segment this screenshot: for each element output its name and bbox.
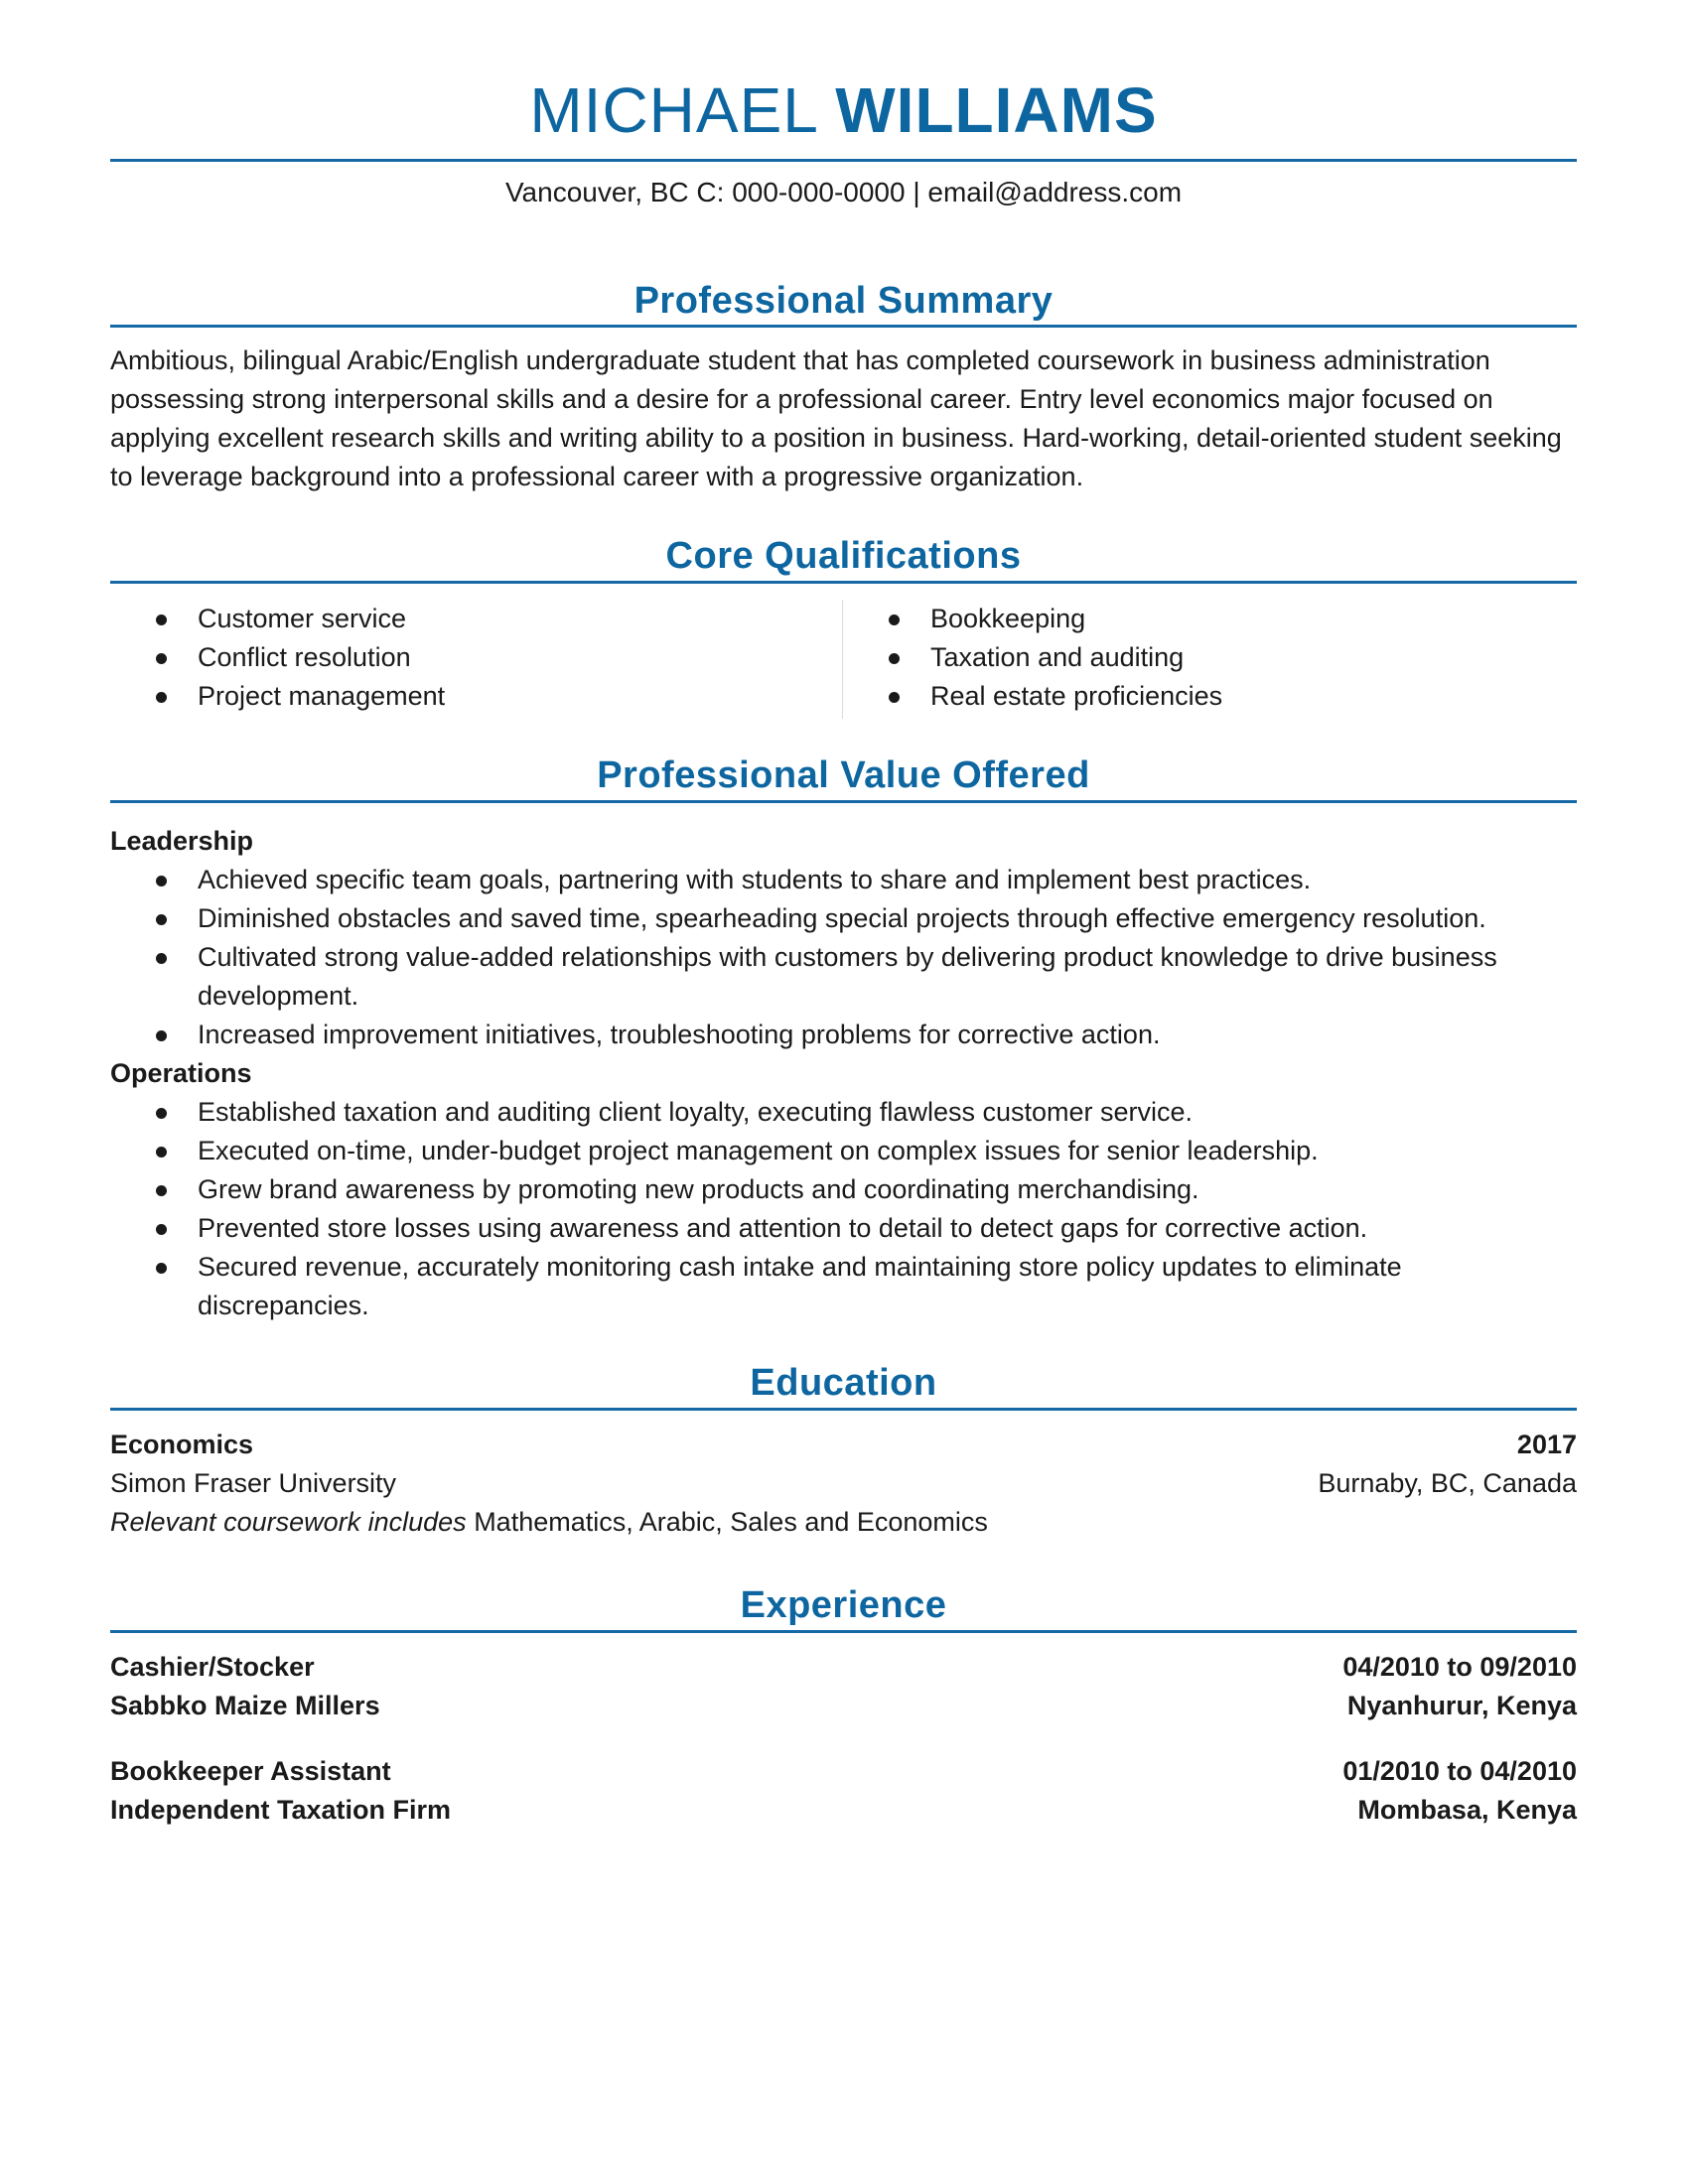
bullet-icon bbox=[156, 876, 167, 887]
value-group-heading-operations: Operations bbox=[110, 1058, 252, 1088]
value-offered-divider bbox=[110, 800, 1577, 803]
education-year: 2017 bbox=[1516, 1430, 1577, 1459]
education-coursework bbox=[110, 1503, 988, 1542]
job-row-company bbox=[110, 1687, 1577, 1725]
bullet-icon bbox=[156, 1263, 167, 1274]
bullet-icon bbox=[156, 1147, 167, 1158]
coursework-label: Relevant coursework includes bbox=[110, 1507, 467, 1537]
list-item: Grew brand awareness by promoting new products and coordinating merchandising. bbox=[110, 1170, 1577, 1209]
list-item: Established taxation and auditing client loyalty, executing flawless customer service. bbox=[110, 1093, 1577, 1132]
value-offered-content bbox=[110, 822, 1577, 1325]
job-dates: 01/2010 to 04/2010 bbox=[1342, 1756, 1577, 1786]
bullet-icon bbox=[156, 614, 167, 625]
job-location: Nyanhurur, Kenya bbox=[1346, 1691, 1577, 1720]
bullet-icon bbox=[889, 692, 900, 703]
list-item: Achieved specific team goals, partnering with students to share and implement best practices. bbox=[110, 861, 1577, 899]
job-company: Sabbko Maize Millers bbox=[110, 1691, 380, 1720]
list-item: Real estate proficiencies bbox=[843, 677, 1576, 716]
summary-text: Ambitious, bilingual Arabic/English undergraduate student that has completed coursework in business administration possessing strong interpersonal skills and a desire for a professional career. Entry level economics major focused on applying excellent research skills and writing ability to a position in business. Hard-working, detail-oriented student seeking to leverage background into a professional career with a progressive organization. bbox=[110, 345, 1562, 491]
list-item: Customer service bbox=[110, 600, 843, 638]
job-company: Independent Taxation Firm bbox=[110, 1795, 452, 1825]
education-row-coursework bbox=[110, 1503, 1577, 1542]
summary-title: Professional Summary bbox=[633, 280, 1054, 322]
job-role: Cashier/Stocker bbox=[110, 1652, 315, 1682]
job-row-company bbox=[110, 1791, 1577, 1830]
education-row-degree bbox=[110, 1426, 1577, 1464]
education-degree: Economics bbox=[110, 1430, 254, 1459]
summary-divider bbox=[110, 325, 1577, 328]
bullet-icon bbox=[889, 614, 900, 625]
header-divider bbox=[110, 159, 1577, 162]
bullet-icon bbox=[156, 653, 167, 664]
list-item: Increased improvement initiatives, troubleshooting problems for corrective action. bbox=[110, 1016, 1577, 1054]
bullet-icon bbox=[156, 1224, 167, 1235]
coursework-list: Mathematics, Arabic, Sales and Economics bbox=[466, 1507, 988, 1537]
leadership-list bbox=[110, 861, 1577, 1054]
job-location: Mombasa, Kenya bbox=[1357, 1795, 1577, 1825]
bullet-icon bbox=[889, 653, 900, 664]
value-group-heading-leadership: Leadership bbox=[110, 826, 254, 856]
bullet-icon bbox=[156, 692, 167, 703]
list-item: Taxation and auditing bbox=[843, 638, 1576, 677]
job-row-role bbox=[110, 1752, 1577, 1791]
list-item: Bookkeeping bbox=[843, 600, 1576, 638]
value-offered-title: Professional Value Offered bbox=[597, 754, 1090, 796]
list-item: Project management bbox=[110, 677, 843, 716]
bullet-icon bbox=[156, 914, 167, 925]
list-item: Diminished obstacles and saved time, spearheading special projects through effective emergency resolution. bbox=[110, 899, 1577, 938]
education-school: Simon Fraser University bbox=[110, 1468, 397, 1498]
job-dates: 04/2010 to 09/2010 bbox=[1342, 1652, 1577, 1682]
bullet-icon bbox=[156, 1030, 167, 1041]
education-title: Education bbox=[750, 1362, 937, 1404]
list-item: Secured revenue, accurately monitoring cash intake and maintaining store policy updates to eliminate discrepancies. bbox=[110, 1248, 1577, 1325]
job-row-role bbox=[110, 1648, 1577, 1687]
operations-list bbox=[110, 1093, 1577, 1325]
job-role: Bookkeeper Assistant bbox=[110, 1756, 391, 1786]
experience-divider bbox=[110, 1630, 1577, 1633]
qualifications-title: Core Qualifications bbox=[665, 535, 1022, 577]
list-item: Cultivated strong value-added relationships with customers by delivering product knowledge to drive business development. bbox=[110, 938, 1577, 1016]
first-name: MICHAEL bbox=[529, 74, 817, 146]
qualifications-divider bbox=[110, 581, 1577, 584]
bullet-icon bbox=[156, 953, 167, 964]
list-item: Executed on-time, under-budget project management on complex issues for senior leadership. bbox=[110, 1132, 1577, 1170]
qualifications-right-column bbox=[843, 600, 1576, 716]
last-name: WILLIAMS bbox=[835, 74, 1158, 146]
education-row-school bbox=[110, 1464, 1577, 1503]
education-divider bbox=[110, 1408, 1577, 1411]
qualifications-left-column bbox=[110, 600, 843, 716]
education-location: Burnaby, BC, Canada bbox=[1318, 1468, 1577, 1498]
experience-title: Experience bbox=[740, 1584, 947, 1626]
list-item: Prevented store losses using awareness and attention to detail to detect gaps for corrective action. bbox=[110, 1209, 1577, 1248]
candidate-name bbox=[110, 71, 1577, 149]
bullet-icon bbox=[156, 1108, 167, 1119]
contact-info: Vancouver, BC C: 000-000-0000 | email@address.com bbox=[504, 177, 1183, 207]
bullet-icon bbox=[156, 1185, 167, 1196]
list-item: Conflict resolution bbox=[110, 638, 843, 677]
